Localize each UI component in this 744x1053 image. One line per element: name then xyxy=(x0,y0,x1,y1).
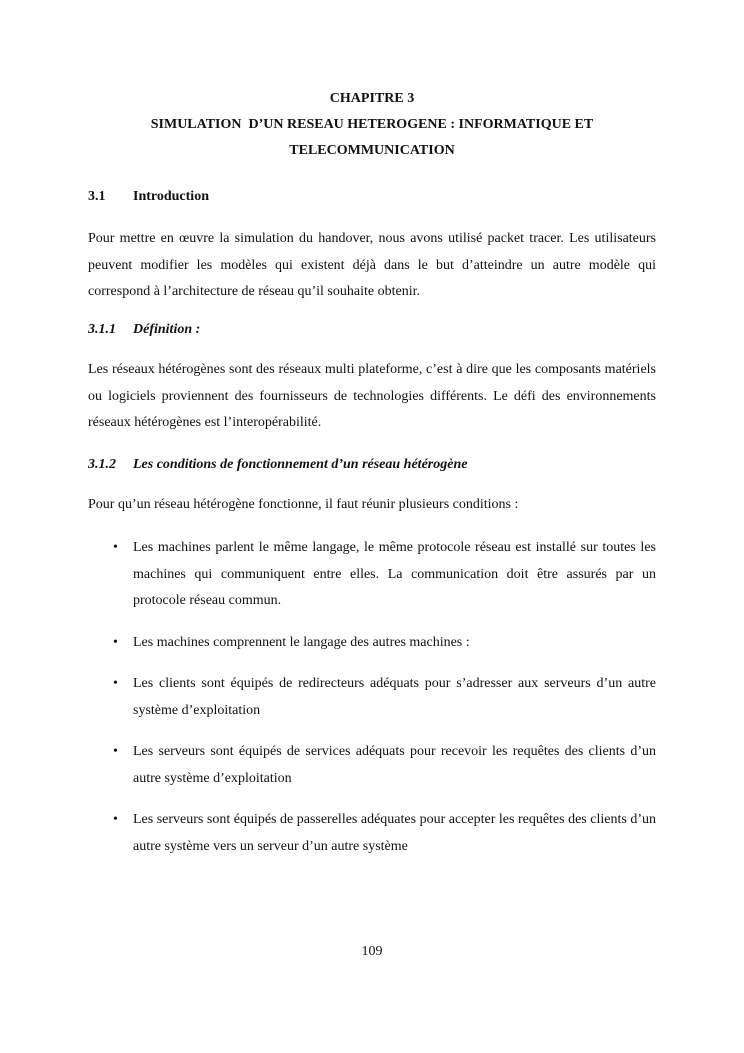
bullet-icon: • xyxy=(113,676,118,691)
bullet-icon: • xyxy=(113,634,118,650)
list-item-text: Les clients sont équipés de redirecteurs adéquats pour s’adresser aux serveurs d’un autre système d’exploitation xyxy=(133,676,656,718)
section-heading-3-1-2 xyxy=(88,455,467,475)
bullet-icon: • xyxy=(113,540,118,555)
section-title: Les conditions de fonctionnement d’un réseau hétérogène xyxy=(133,457,468,472)
list-item xyxy=(88,671,656,724)
conditions-list xyxy=(88,535,656,875)
definition-paragraph: Les réseaux hétérogènes sont des réseaux multi plateforme, c’est à dire que les composants matériels ou logiciels proviennent des fournisseurs de technologies différents. Le défi des environnements réseaux hétérogènes est l’interopérabilité. xyxy=(88,362,656,430)
list-item xyxy=(88,739,656,792)
list-item xyxy=(88,807,656,860)
section-heading-3-1-1 xyxy=(88,320,200,340)
list-item xyxy=(88,630,656,657)
section-heading-3-1 xyxy=(88,187,209,207)
bullet-icon: • xyxy=(113,812,118,827)
section-number: 3.1 xyxy=(88,189,106,204)
section-number: 3.1.2 xyxy=(88,457,116,472)
list-item xyxy=(88,535,656,615)
bullet-icon: • xyxy=(113,744,118,759)
list-item-text: Les machines parlent le même langage, le même protocole réseau est installé sur toutes les machines qui communiquent entre elles. La communication doit être assurés par un protocole réseau commun. xyxy=(133,540,656,608)
page-number: 109 xyxy=(361,944,383,959)
list-item-text: Les serveurs sont équipés de services adéquats pour recevoir les requêtes des clients d’un autre système d’exploitation xyxy=(133,744,656,786)
conditions-intro: Pour qu’un réseau hétérogène fonctionne, il faut réunir plusieurs conditions : xyxy=(88,497,519,512)
list-item-text: Les machines comprennent le langage des autres machines : xyxy=(133,634,470,650)
introduction-paragraph: Pour mettre en œuvre la simulation du handover, nous avons utilisé packet tracer. Les utilisateurs peuvent modifier les modèles qui existent déjà dans le but d’atteindre un autre modèle qui correspond à l’architecture de réseau qu’il souhaite obtenir. xyxy=(88,231,656,299)
chapter-label: CHAPITRE 3 xyxy=(329,91,415,106)
section-title: Définition : xyxy=(133,322,201,337)
chapter-heading xyxy=(88,86,656,164)
section-title: Introduction xyxy=(133,189,209,204)
chapter-title-line-1: SIMULATION D’UN RESEAU HETEROGENE : INFORMATIQUE ET xyxy=(150,117,594,132)
list-item-text: Les serveurs sont équipés de passerelles adéquates pour accepter les requêtes des clients d’un autre système vers un serveur d’un autre système xyxy=(133,812,656,854)
section-number: 3.1.1 xyxy=(88,322,116,337)
chapter-title-line-2: TELECOMMUNICATION xyxy=(289,143,455,158)
